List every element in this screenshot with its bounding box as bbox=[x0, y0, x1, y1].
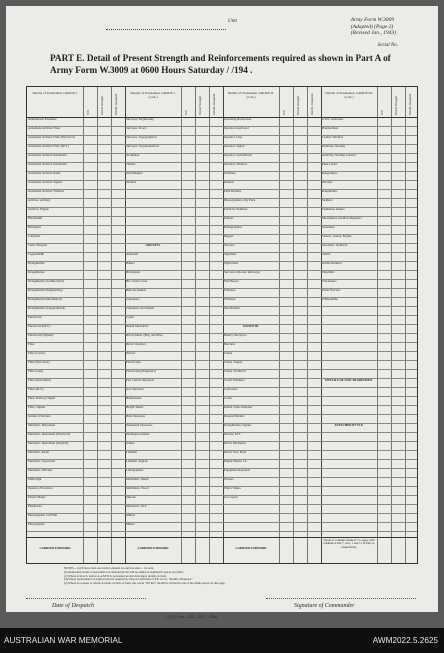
trade-name: Electrician bbox=[28, 316, 42, 319]
trade-name: Tailors bbox=[322, 253, 331, 256]
trade-name: Carpenters and Joiners bbox=[126, 307, 155, 310]
trade-name: Carpenter bbox=[28, 235, 41, 238]
trade-name: Fitter (Gun) bbox=[28, 370, 43, 373]
trade-name: Electrician (Signals) bbox=[28, 334, 54, 337]
trade-name: Operator, Keyboard bbox=[224, 127, 249, 130]
trade-name: Vulcanisers bbox=[322, 280, 337, 283]
trade-name: Armament Artificer Fitter bbox=[28, 127, 60, 130]
form-id-line: Army Form W.3009 bbox=[350, 17, 395, 23]
trade-name: Dental Clerk Orderlies bbox=[224, 406, 253, 409]
trade-name: Electricians bbox=[126, 361, 141, 364]
trade-name: Pattern Maker bbox=[28, 496, 46, 499]
column-divider bbox=[279, 87, 280, 563]
trade-name: Artificer, Engine bbox=[28, 208, 49, 211]
numeric-header: Reinfts. Required. bbox=[212, 93, 216, 115]
trade-name: Electrician (M.V.) bbox=[28, 325, 51, 328]
column-divider bbox=[391, 87, 392, 563]
row-rule bbox=[27, 144, 417, 145]
trade-name: Fire Control Operators bbox=[126, 379, 155, 382]
trade-name: Despatch Riders bbox=[224, 415, 245, 418]
trade-name: Blacksmith bbox=[28, 217, 43, 220]
trade-name: Well Borers bbox=[224, 280, 239, 283]
row-rule bbox=[27, 513, 417, 514]
trade-name: Equipment Repairers bbox=[224, 469, 251, 472]
row-rule bbox=[27, 270, 417, 271]
trade-name: Painters bbox=[224, 181, 234, 184]
trade-name: Machinists, Metal bbox=[126, 478, 149, 481]
trade-name: Cooks bbox=[126, 316, 134, 319]
row-rule bbox=[27, 378, 417, 379]
trade-name: Sawyers bbox=[224, 244, 235, 247]
row-rule bbox=[27, 225, 417, 226]
numeric-header: W.E. bbox=[184, 109, 188, 115]
trade-name: Instrument Operators bbox=[126, 424, 153, 427]
trade-name: Draughtsman (Mechanical) bbox=[28, 298, 62, 301]
trade-name: Ammunition Examiner bbox=[28, 118, 57, 121]
trade-name: Fitter (Instrument) bbox=[28, 379, 51, 382]
row-rule bbox=[27, 297, 417, 298]
trade-name: ATTACHED BY W.E. bbox=[334, 424, 364, 427]
trade-name: Riggers bbox=[224, 235, 234, 238]
column-divider bbox=[209, 87, 210, 563]
column-divider bbox=[97, 87, 98, 563]
trade-name: Driver-Mech. (Eng. and Mar.) bbox=[126, 334, 164, 337]
trade-name: Fitter (M.V.) bbox=[28, 388, 44, 391]
numeric-header: Posted Strength. bbox=[198, 95, 202, 115]
trade-name: Plate Layers bbox=[322, 163, 338, 166]
trade-name: Armament Artificer Instrument bbox=[28, 163, 67, 166]
trade-name: Mechanic, Instrument (Electrical) bbox=[28, 433, 70, 436]
trade-name: Surveyor, Topographical bbox=[126, 136, 157, 139]
trade-name: Hairdressers bbox=[126, 397, 142, 400]
trade-name: Bricklayer bbox=[28, 226, 42, 229]
column-divider bbox=[405, 87, 406, 563]
trade-name: Surveyor, R.A.S. bbox=[126, 127, 148, 130]
row-rule bbox=[27, 360, 417, 361]
trade-name: Surveyor, Engineering bbox=[126, 118, 154, 121]
trade-name: Operator, Line bbox=[224, 136, 243, 139]
trade-name: Hammermen bbox=[322, 127, 339, 130]
trade-name: Mechanics, M.T. bbox=[126, 505, 147, 508]
trade-name: Miners bbox=[126, 523, 135, 526]
date-suffix: / /194 . bbox=[226, 65, 253, 75]
trade-name: Roughriders bbox=[322, 190, 338, 193]
trade-name: Draughtsman (Engineering) bbox=[28, 289, 63, 292]
trade-name: Armourer bbox=[126, 253, 139, 256]
trade-name: Cooks bbox=[224, 397, 232, 400]
trade-name: Textile Refiners bbox=[322, 262, 342, 265]
trade-name: Intelligence Duties bbox=[126, 433, 150, 436]
row-rule bbox=[27, 135, 417, 136]
row-rule bbox=[27, 405, 417, 406]
numeric-header: W.E. bbox=[380, 109, 384, 115]
trade-name: Machinists, Wood bbox=[126, 487, 149, 490]
archive-footer bbox=[0, 628, 444, 653]
row-rule bbox=[27, 423, 417, 424]
trade-name: Armament Artificer Fitter (Electrical) bbox=[28, 136, 75, 139]
trade-name: Millwright bbox=[28, 478, 42, 481]
trade-name: Clerks bbox=[224, 352, 233, 355]
strength-table bbox=[26, 86, 418, 564]
form-id-line: (Revised Jan., 1943) bbox=[350, 30, 396, 36]
trade-name: Electricians (Engineers) bbox=[126, 370, 156, 373]
trade-name: Draughtsmen, Signals bbox=[224, 424, 252, 427]
trade-name: Mechanic, Typewriter bbox=[28, 460, 56, 463]
form-id bbox=[351, 17, 396, 37]
trade-name: Lithographers bbox=[126, 469, 144, 472]
trade-name: Plant Readers bbox=[224, 190, 242, 193]
trade-name: Mechanic, Instrument (Surgical) bbox=[28, 442, 69, 445]
row-rule bbox=[27, 414, 417, 415]
trade-name: Fitters' Mates bbox=[224, 487, 241, 490]
trade-name: Turners bbox=[126, 163, 136, 166]
trade-name: Operator, Signal bbox=[224, 145, 245, 148]
trade-name: Leather Stitchers bbox=[322, 136, 344, 139]
column-divider bbox=[83, 87, 84, 563]
row-rule bbox=[27, 261, 417, 262]
title-text: Detail of Present Strength and Reinforcements required as shown in Part A of Army Form W.3009 at 0600 Hours Saturday bbox=[50, 53, 391, 75]
trade-name: Orderlies, Nursing bbox=[322, 145, 346, 148]
trade-name: Driver Tpts, Plant bbox=[224, 451, 247, 454]
trade-name: Bricklayers bbox=[126, 271, 141, 274]
group-header: Details of Tradesmen. GROUP III. (cont.) bbox=[325, 91, 373, 99]
trade-name: Draughtsman bbox=[28, 262, 45, 265]
numeric-header: Reinfts. Required. bbox=[310, 93, 314, 115]
row-rule bbox=[27, 441, 417, 442]
form-id-line: (Adapted) (Page 2) bbox=[350, 23, 394, 30]
row-rule bbox=[27, 351, 417, 352]
trade-name: Draughtsman bbox=[28, 271, 45, 274]
trade-name: Operator, Excavator bbox=[28, 487, 53, 490]
trade-name: Coach Trimmers bbox=[224, 379, 245, 382]
trade-name: Stokers, Gantry, Engine bbox=[322, 235, 352, 238]
trade-name: Masons bbox=[126, 496, 136, 499]
trade-name: Fitter (Cycle) bbox=[28, 352, 45, 355]
trade-name: Photographers, Dry Plate bbox=[224, 199, 256, 202]
row-rule bbox=[27, 387, 417, 388]
trade-name: Radiographers bbox=[224, 226, 243, 229]
row-rule bbox=[27, 279, 417, 280]
row-rule bbox=[27, 216, 417, 217]
serial-number-label: Serial No. bbox=[377, 43, 398, 48]
part-label: PART E. bbox=[50, 53, 85, 63]
trade-name: Driver Operator bbox=[126, 343, 146, 346]
trade-name: Mechanic, Radio bbox=[28, 451, 50, 454]
row-rule bbox=[27, 180, 417, 181]
trade-name: Operator, Switchboard bbox=[224, 154, 253, 157]
trade-name: Shoemakers and Boot Repairers bbox=[322, 217, 362, 220]
column-divider bbox=[293, 87, 294, 563]
trade-name: Joiners bbox=[126, 442, 135, 445]
printer-imprint: L.H.Q. Press—433—30/45—120m. bbox=[166, 615, 219, 619]
group-header: Details of Tradesmen. GROUP II. (cont.) bbox=[227, 91, 275, 99]
trade-name: Bakers bbox=[126, 262, 135, 265]
note-line: (c) Where A.W.A.S. and/or A.A.M.W.S. personnel are involved show details on back. bbox=[64, 573, 167, 578]
row-rule bbox=[27, 189, 417, 190]
trade-name: Stonemen bbox=[322, 226, 335, 229]
trade-name: Fitter, Signals bbox=[28, 406, 46, 409]
row-rule bbox=[27, 243, 417, 244]
trade-name: Surveyor, Trigonometrical bbox=[126, 145, 159, 148]
trade-name: Clerks, Supply bbox=[224, 361, 243, 364]
trade-name: Clerk, Hospital bbox=[28, 244, 47, 247]
trade-name: Blt. Cutter's Asst. bbox=[126, 280, 148, 283]
trade-name: Mechanic, Wireless bbox=[28, 469, 53, 472]
trade-name: Height Takers bbox=[126, 406, 144, 409]
row-rule bbox=[27, 531, 417, 532]
carried-forward-label: Totals of columns marked * to agree with columns 4 and 7, sect. 1 and 11 of Part A, respectively. bbox=[323, 539, 375, 549]
trade-name: Clerks, Technical bbox=[224, 370, 246, 373]
trade-name: Photographer bbox=[28, 523, 45, 526]
trade-name: Driver Mechanics bbox=[224, 442, 247, 445]
row-rule bbox=[27, 288, 417, 289]
row-rule bbox=[27, 450, 417, 451]
trade-name: GROUP III. bbox=[242, 325, 260, 328]
row-rule bbox=[27, 369, 417, 370]
trade-name: DETAILS OF NON-TRADESMEN. bbox=[325, 379, 373, 382]
trade-name: G.P.O. Assistants bbox=[322, 118, 344, 121]
trade-name: Welders bbox=[126, 181, 137, 184]
row-rule bbox=[27, 306, 417, 307]
numeric-header: Reinfts. Required. bbox=[114, 93, 118, 115]
trade-name: Signwriters bbox=[224, 262, 239, 265]
column-divider bbox=[111, 87, 112, 563]
trade-name: Gas Operators bbox=[126, 388, 144, 391]
trade-name: Coppersmith bbox=[28, 253, 44, 256]
numeric-header: Posted Strength. bbox=[296, 95, 300, 115]
group-header: Details of Tradesmen. GROUP I. bbox=[32, 91, 78, 95]
row-rule bbox=[27, 477, 417, 478]
unit-label: Unit bbox=[228, 19, 237, 24]
row-rule bbox=[27, 396, 417, 397]
trade-name: Saddlers bbox=[322, 199, 333, 202]
trade-name: Fitter, Railway Signal bbox=[28, 397, 56, 400]
numeric-header: W.E. bbox=[86, 109, 90, 115]
row-rule bbox=[27, 198, 417, 199]
trade-name: Draughtsman (Topographical) bbox=[28, 307, 66, 310]
note-line: (b) Authorised trades or specialists not included in list will be added as required in spaces provided. bbox=[64, 569, 184, 574]
carried-forward-label: CARRIED FORWARD bbox=[235, 547, 267, 550]
trade-name: Signallers bbox=[224, 253, 237, 256]
trade-name: Wheelers bbox=[224, 289, 236, 292]
trade-name: Predictor Numbers bbox=[224, 208, 248, 211]
trade-name: Carpenters bbox=[126, 298, 140, 301]
row-rule bbox=[27, 486, 417, 487]
trade-name: Armament Artificer Signals bbox=[28, 181, 63, 184]
trade-name: Orderlies, Nursing General bbox=[322, 154, 356, 157]
date-of-despatch-label: Date of Despatch bbox=[52, 603, 94, 609]
numeric-header: W.E. bbox=[282, 109, 286, 115]
note-line: (e) Where no request or reinfts is made on back of form, the words "Nil Ret" should be written in one of the blank spaces on this page. bbox=[64, 581, 226, 586]
trade-name: Riveters bbox=[322, 181, 333, 184]
trade-name: Water Erectors bbox=[322, 289, 341, 292]
row-rule bbox=[27, 342, 417, 343]
trade-name: Farriers bbox=[224, 478, 234, 481]
trade-name: Woodturners bbox=[224, 307, 240, 310]
group-header: Details of Tradesmen. GROUP I. (cont.) bbox=[130, 91, 176, 99]
row-rule bbox=[27, 432, 417, 433]
column-divider bbox=[195, 87, 196, 563]
trade-name: Surveyors (Roads, Railways) bbox=[224, 271, 261, 274]
numeric-header: Posted Strength. bbox=[394, 95, 398, 115]
trade-name: Wiremen bbox=[224, 298, 236, 301]
trade-name: Operator, Wireless bbox=[224, 163, 248, 166]
trade-name: Tinsmiths bbox=[322, 271, 335, 274]
row-rule bbox=[27, 495, 417, 496]
column-divider bbox=[181, 87, 182, 563]
trade-name: Linemen bbox=[126, 451, 137, 454]
trade-name: Drivers bbox=[126, 352, 136, 355]
trade-name: Mechanic, Instrument bbox=[28, 424, 56, 427]
note-line: NOTES.—(a) If more than one term is entered on one line enter ... in each. bbox=[64, 566, 154, 570]
row-rule bbox=[27, 153, 417, 154]
trade-name: Gas Layers bbox=[224, 496, 239, 499]
row-rule bbox=[27, 324, 417, 325]
carried-forward-label: CARRIED FORWARD bbox=[137, 547, 169, 550]
trade-name: Saddletree makers bbox=[322, 208, 345, 211]
trade-name: Bellows-makers bbox=[126, 289, 147, 292]
trade-name: Photographer, Cut Film bbox=[28, 514, 58, 517]
row-rule bbox=[27, 459, 417, 460]
row-rule bbox=[27, 252, 417, 253]
row-rule bbox=[27, 333, 417, 334]
trade-name: Linemen, Signals bbox=[126, 460, 148, 463]
trade-name: Butchers bbox=[224, 343, 235, 346]
trade-name: Millers bbox=[126, 514, 135, 517]
row-rule bbox=[27, 234, 417, 235]
row-rule bbox=[27, 162, 417, 163]
notes bbox=[64, 567, 404, 586]
row-rule bbox=[27, 504, 417, 505]
trade-name: Battery Surveyors bbox=[224, 334, 247, 337]
signature-label: Signature of Commander bbox=[294, 603, 355, 609]
signature-line bbox=[266, 598, 416, 599]
header-rule bbox=[27, 117, 417, 118]
trade-name: Armament Artificer Fitter (M.T.) bbox=[28, 145, 69, 148]
form-title bbox=[50, 52, 410, 76]
trade-name: Operating Room Asst. bbox=[224, 118, 252, 121]
trade-name: Watchmakers bbox=[126, 172, 143, 175]
trade-name: Fitter (Electrical) bbox=[28, 361, 50, 364]
trade-name: Draughtsman (Architectural) bbox=[28, 280, 64, 283]
trade-name: Whitesmiths bbox=[322, 298, 338, 301]
trade-name: Rangetakers bbox=[322, 172, 338, 175]
trade-name: Hide Operators bbox=[126, 415, 145, 418]
numeric-header: Reinfts. Required. bbox=[408, 93, 412, 115]
note-line: (d) Where replacement of trades posted is required by those in sufficient of P.E. in col. "Reinfts. Required." bbox=[64, 577, 193, 582]
trade-name: Grinder, Precision bbox=[28, 415, 51, 418]
row-rule bbox=[27, 468, 417, 469]
trade-name: Pharmacist bbox=[28, 505, 42, 508]
carried-forward-label: CARRIED FORWARD bbox=[39, 547, 71, 550]
trade-name: Dental Mechanics bbox=[126, 325, 149, 328]
row-rule bbox=[27, 171, 417, 172]
trade-name: Concreters bbox=[224, 388, 238, 391]
trade-name: Armament Artificer Wireless bbox=[28, 190, 64, 193]
trade-name: Printers bbox=[224, 217, 234, 220]
trade-name: Armament Artificer Radio bbox=[28, 172, 61, 175]
archive-name: AUSTRALIAN WAR MEMORIAL bbox=[4, 636, 123, 645]
column-divider bbox=[307, 87, 308, 563]
form-page bbox=[6, 6, 438, 619]
trade-name: Orderlies bbox=[224, 172, 236, 175]
footer-rule bbox=[27, 537, 417, 538]
row-rule bbox=[27, 315, 417, 316]
numeric-header: Posted Strength. bbox=[100, 95, 104, 115]
archive-id: AWM2022.5.2625 bbox=[372, 636, 438, 645]
trade-name: Fitter bbox=[28, 343, 35, 346]
column-divider bbox=[377, 87, 378, 563]
despatch-line bbox=[26, 598, 146, 599]
trade-name: GROUP II. bbox=[145, 244, 161, 247]
trade-name: Drivers, M.T. bbox=[224, 433, 241, 436]
row-rule bbox=[27, 126, 417, 127]
trade-name: Storemen, Technical bbox=[322, 244, 348, 247]
unit-line bbox=[106, 19, 226, 30]
row-rule bbox=[27, 522, 417, 523]
trade-name: Armament Artificer Instrument bbox=[28, 154, 67, 157]
trade-name: Artificer, Artillery bbox=[28, 199, 51, 202]
trade-name: Engine Hands, I.C. bbox=[224, 460, 248, 463]
trade-name: Toolmaker bbox=[126, 154, 140, 157]
row-rule bbox=[27, 207, 417, 208]
